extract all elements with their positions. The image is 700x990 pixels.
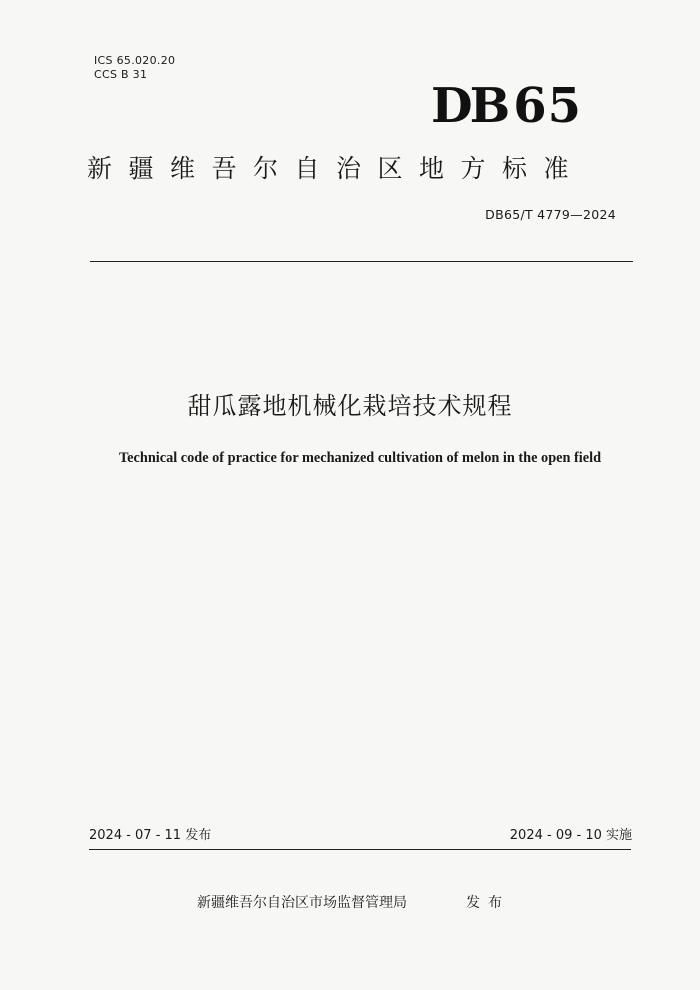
ics-code: ICS 65.020.20 [94,54,176,67]
issuing-authority: 新疆维吾尔自治区市场监督管理局 [197,895,407,911]
document-title-chinese: 甜瓜露地机械化栽培技术规程 [187,392,513,420]
standard-category: 新疆维吾尔自治区地方标准 [87,154,586,183]
implementation-date: 2024 - 09 - 10 实施 [509,828,632,843]
footer-divider [89,849,631,850]
issue-label: 发布 [466,895,510,911]
header-divider [90,261,633,262]
db-logo-mark [431,80,582,132]
db-mark-number: 65 [513,78,582,134]
db-mark-letters: DB [431,78,508,134]
document-title-english: Technical code of practice for mechanized cultivation of melon in the open field [118,450,602,466]
publication-date: 2024 - 07 - 11 发布 [89,828,212,843]
ccs-code: CCS B 31 [94,68,148,81]
classification-block [94,54,175,82]
standard-code: DB65/T 4779—2024 [485,207,616,222]
